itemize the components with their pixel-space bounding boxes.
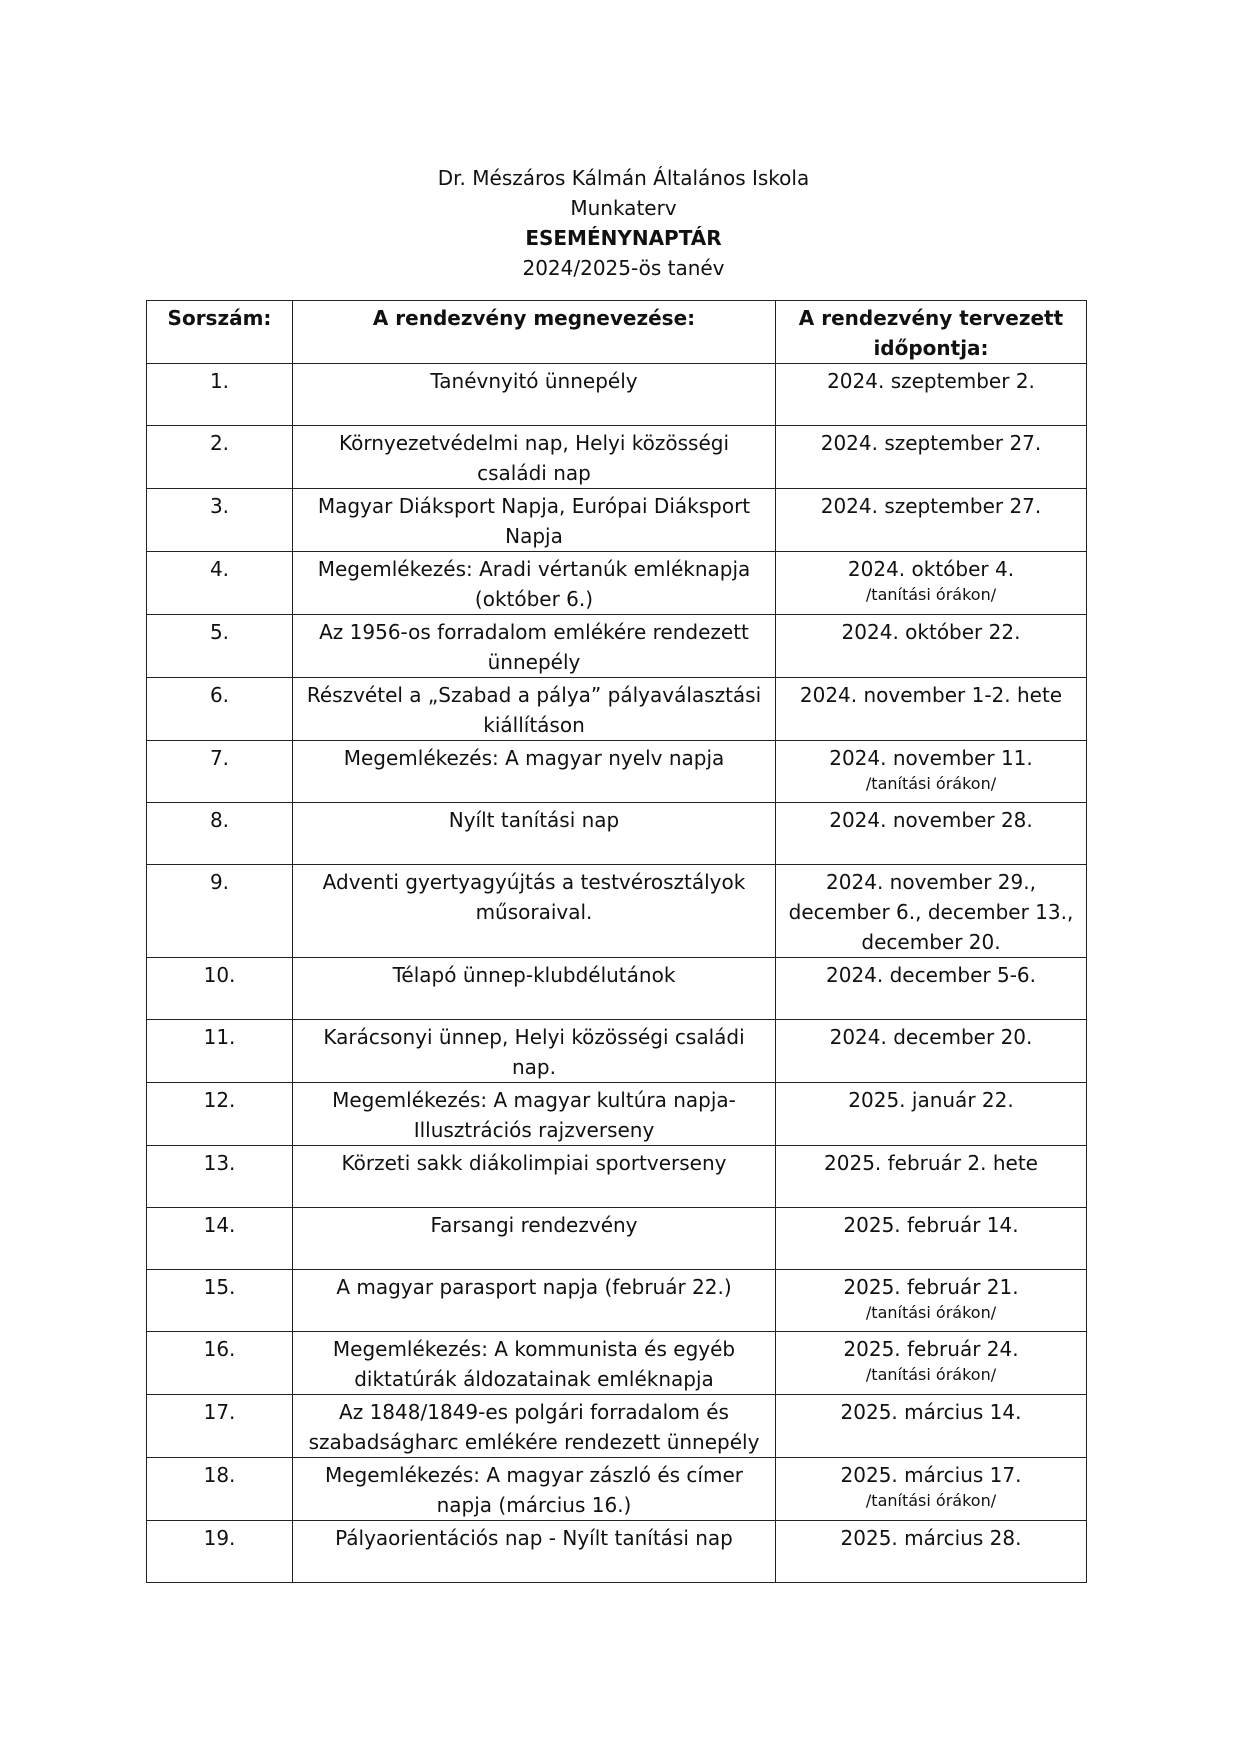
event-name: Környezetvédelmi nap, Helyi közösségi családi nap [293,426,776,489]
row-number: 8. [147,803,293,865]
event-date: 2024. november 28. [829,808,1033,832]
event-date-cell [776,1458,1087,1521]
table-row [147,1020,1087,1083]
table-row [147,426,1087,489]
event-date-cell [776,1332,1087,1395]
event-name: Farsangi rendezvény [293,1208,776,1270]
event-date-cell [776,1208,1087,1270]
event-date: 2024. október 4. [847,557,1015,581]
event-date: 2024. december 20. [829,1025,1033,1049]
row-number: 14. [147,1208,293,1270]
document-type: Munkaterv [570,196,677,220]
row-number: 13. [147,1146,293,1208]
row-number: 2. [147,426,293,489]
row-number: 5. [147,615,293,678]
event-name: Megemlékezés: A kommunista és egyéb diktatúrák áldozatainak emléknapja [293,1332,776,1395]
event-date: 2024. október 22. [841,620,1021,644]
table-row [147,615,1087,678]
event-date-cell [776,678,1087,741]
event-name: Pályaorientációs nap - Nyílt tanítási nap [293,1521,776,1583]
table-row [147,1146,1087,1208]
event-date: 2024. szeptember 2. [827,369,1035,393]
event-date: 2025. február 14. [843,1213,1019,1237]
table-row [147,865,1087,958]
event-date: 2025. február 24. [843,1337,1019,1361]
event-name: Megemlékezés: A magyar zászló és címer napja (március 16.) [293,1458,776,1521]
event-name: Részvétel a „Szabad a pálya” pályaválasztási kiállításon [293,678,776,741]
event-date-cell [776,1521,1087,1583]
event-name: Az 1956-os forradalom emlékére rendezett ünnepély [293,615,776,678]
row-number: 3. [147,489,293,552]
event-name: Karácsonyi ünnep, Helyi közösségi családi nap. [293,1020,776,1083]
table-row [147,678,1087,741]
table-row [147,364,1087,426]
table-row [147,741,1087,803]
event-name: Megemlékezés: Aradi vértanúk emléknapja (október 6.) [293,552,776,615]
event-date-note: /tanítási órákon/ [865,774,997,793]
row-number: 7. [147,741,293,803]
row-number: 10. [147,958,293,1020]
event-date-note: /tanítási órákon/ [865,585,997,604]
event-name: Magyar Diáksport Napja, Európai Diáksport Napja [293,489,776,552]
event-date: 2024. szeptember 27. [820,431,1042,455]
row-number: 9. [147,865,293,958]
event-date-cell [776,489,1087,552]
row-number: 12. [147,1083,293,1146]
table-row [147,1458,1087,1521]
event-date: 2025. február 2. hete [824,1151,1038,1175]
table-row [147,552,1087,615]
event-name: Az 1848/1849-es polgári forradalom és szabadságharc emlékére rendezett ünnepély [293,1395,776,1458]
event-date: 2024. november 29., december 6., december 13., december 20. [788,870,1074,954]
table-row [147,1521,1087,1583]
event-date: 2024. december 5-6. [826,963,1036,987]
document-header [0,163,1247,283]
event-date-note: /tanítási órákon/ [865,1491,997,1510]
table-row [147,489,1087,552]
event-date: 2025. március 28. [840,1526,1022,1550]
table-header-row [147,301,1087,364]
event-date-cell [776,426,1087,489]
table-row [147,1270,1087,1332]
table-row [147,1083,1087,1146]
row-number: 1. [147,364,293,426]
table-row [147,1208,1087,1270]
event-date-cell [776,552,1087,615]
event-name: Télapó ünnep-klubdélutánok [293,958,776,1020]
event-date-cell [776,741,1087,803]
event-date: 2024. szeptember 27. [820,494,1042,518]
event-date-cell [776,615,1087,678]
table-row [147,803,1087,865]
event-date-cell [776,1083,1087,1146]
event-date: 2025. január 22. [848,1088,1014,1112]
event-date-cell [776,364,1087,426]
event-date: 2024. november 1-2. hete [799,683,1063,707]
row-number: 11. [147,1020,293,1083]
event-name: Körzeti sakk diákolimpiai sportverseny [293,1146,776,1208]
event-date-cell [776,865,1087,958]
event-date-note: /tanítási órákon/ [865,1303,997,1322]
event-date-cell [776,1270,1087,1332]
event-date: 2024. november 11. [829,746,1033,770]
event-date-cell [776,1146,1087,1208]
row-number: 19. [147,1521,293,1583]
event-date-cell [776,1020,1087,1083]
event-name: Megemlékezés: A magyar nyelv napja [293,741,776,803]
column-header-number: Sorszám: [147,301,293,364]
table-row [147,1332,1087,1395]
event-name: Adventi gyertyagyújtás a testvérosztályok műsoraival. [293,865,776,958]
table-row [147,958,1087,1020]
row-number: 6. [147,678,293,741]
event-name: Tanévnyitó ünnepély [293,364,776,426]
event-date-cell [776,803,1087,865]
event-date-cell [776,958,1087,1020]
event-date: 2025. március 17. [840,1463,1022,1487]
event-date-cell [776,1395,1087,1458]
row-number: 18. [147,1458,293,1521]
event-date: 2025. március 14. [840,1400,1022,1424]
row-number: 4. [147,552,293,615]
document-title: ESEMÉNYNAPTÁR [525,226,722,250]
school-year: 2024/2025-ös tanév [522,256,725,280]
event-name: Nyílt tanítási nap [293,803,776,865]
row-number: 17. [147,1395,293,1458]
event-name: A magyar parasport napja (február 22.) [293,1270,776,1332]
row-number: 15. [147,1270,293,1332]
table-row [147,1395,1087,1458]
row-number: 16. [147,1332,293,1395]
school-name: Dr. Mészáros Kálmán Általános Iskola [437,166,810,190]
event-name: Megemlékezés: A magyar kultúra napja- Illusztrációs rajzverseny [293,1083,776,1146]
column-header-date: A rendezvény tervezett időpontja: [776,301,1087,364]
column-header-event: A rendezvény megnevezése: [293,301,776,364]
event-date: 2025. február 21. [843,1275,1019,1299]
events-table [146,300,1087,1583]
event-date-note: /tanítási órákon/ [865,1365,997,1384]
